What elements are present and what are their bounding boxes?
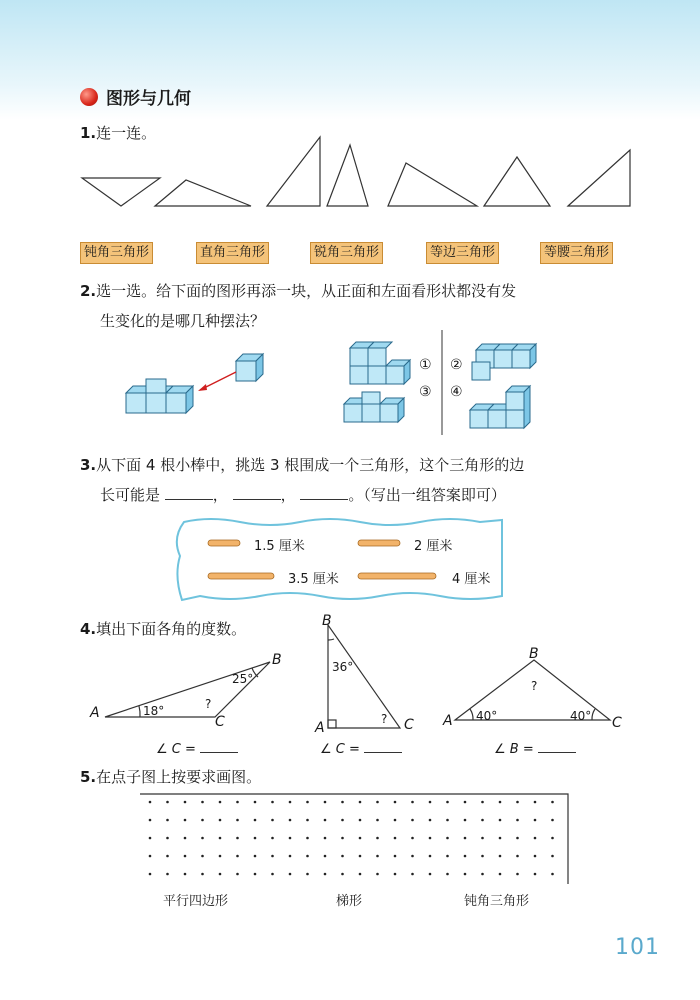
grid-dot	[376, 801, 379, 804]
t3-vertex-a: A	[443, 713, 453, 729]
grid-dot	[289, 873, 292, 876]
t1-answer-label: ∠ C =	[156, 742, 196, 757]
grid-dot	[446, 855, 449, 858]
separator: ，	[212, 486, 228, 504]
grid-dot	[219, 855, 222, 858]
t1-vertex-c: C	[215, 714, 225, 730]
t1-answer	[156, 738, 238, 757]
question-text-line1: 选一选。给下面的图形再添一块，从正面和左面看形状都没有发	[96, 282, 517, 300]
t2-answer	[320, 738, 402, 757]
grid-dot	[534, 855, 537, 858]
grid-dot	[166, 837, 169, 840]
grid-dot	[341, 855, 344, 858]
grid-dot	[289, 855, 292, 858]
question-text-line1: 从下面 4 根小棒中，挑选 3 根围成一个三角形，这个三角形的边	[96, 456, 525, 474]
grid-dot	[411, 855, 414, 858]
grid-dot	[219, 801, 222, 804]
q4-triangles	[0, 610, 700, 740]
shape-name-parallelogram: 平行四边形	[163, 894, 229, 909]
stick-2-label: 2 厘米	[414, 539, 453, 554]
grid-dot	[551, 801, 554, 804]
grid-dot	[464, 855, 467, 858]
grid-dot	[359, 873, 362, 876]
dot-grid[interactable]	[0, 780, 700, 890]
grid-dot	[481, 819, 484, 822]
grid-dot	[306, 873, 309, 876]
grid-dot	[429, 819, 432, 822]
grid-dot	[394, 837, 397, 840]
triangle-7	[568, 150, 630, 206]
triangle-t1	[105, 662, 270, 717]
grid-dot	[551, 837, 554, 840]
option-2-cubes	[472, 344, 536, 380]
grid-dot	[394, 855, 397, 858]
t3-unknown-angle: ?	[531, 679, 538, 693]
grid-dot	[551, 819, 554, 822]
grid-dot	[271, 819, 274, 822]
option-1-cubes	[350, 342, 410, 384]
stick-1	[208, 540, 240, 546]
option-3-label[interactable]: ③	[419, 384, 432, 400]
option-1-label[interactable]: ①	[419, 357, 432, 373]
grid-dot	[429, 837, 432, 840]
t3-vertex-b: B	[529, 646, 539, 662]
question-text: 连一连。	[96, 124, 157, 142]
triangle-4	[327, 145, 368, 206]
grid-dot	[499, 873, 502, 876]
question-text-line2: 生变化的是哪几种摆法？	[100, 312, 266, 330]
grid-dot	[184, 855, 187, 858]
question-number: 4.	[80, 620, 97, 638]
grid-dot	[184, 819, 187, 822]
grid-dot	[201, 855, 204, 858]
grid-dot	[411, 873, 414, 876]
grid-dot	[166, 801, 169, 804]
question-number: 2.	[80, 282, 97, 300]
label-right-triangle[interactable]: 直角三角形	[196, 242, 269, 264]
option-2-label[interactable]: ②	[450, 357, 463, 373]
grid-dot	[516, 855, 519, 858]
grid-dot	[376, 819, 379, 822]
question-number: 1.	[80, 124, 97, 142]
base-cubes	[126, 373, 193, 413]
grid-dot	[236, 837, 239, 840]
grid-dot	[149, 801, 152, 804]
grid-dot	[201, 873, 204, 876]
grid-dot	[341, 819, 344, 822]
triangle-6	[484, 157, 550, 206]
answer-blank-3[interactable]	[300, 481, 348, 500]
grid-dot	[236, 855, 239, 858]
right-angle-mark	[328, 720, 336, 728]
grid-dot	[464, 819, 467, 822]
question-3	[80, 450, 690, 510]
grid-dot	[254, 819, 257, 822]
triangle-5	[388, 163, 477, 206]
grid-dot	[271, 837, 274, 840]
triangle-t2	[328, 625, 400, 728]
grid-dot	[394, 801, 397, 804]
grid-dot	[254, 873, 257, 876]
grid-dot	[394, 819, 397, 822]
t2-vertex-b: B	[322, 613, 332, 629]
grid-dot	[184, 873, 187, 876]
grid-dot	[376, 855, 379, 858]
grid-dot	[271, 873, 274, 876]
grid-dot	[359, 855, 362, 858]
question-number: 5.	[80, 768, 97, 786]
grid-dot	[149, 837, 152, 840]
grid-dot	[376, 873, 379, 876]
t1-unknown-angle: ?	[205, 697, 212, 711]
t1-vertex-b: B	[272, 652, 282, 668]
grid-dot	[271, 801, 274, 804]
grid-dot	[499, 801, 502, 804]
grid-dot	[464, 873, 467, 876]
grid-dot	[201, 819, 204, 822]
grid-dot	[271, 855, 274, 858]
page-number: 101	[615, 935, 660, 960]
grid-dot	[306, 837, 309, 840]
grid-dot	[481, 801, 484, 804]
grid-dot	[324, 801, 327, 804]
grid-dot	[359, 837, 362, 840]
grid-dot	[551, 873, 554, 876]
q1-triangles	[0, 0, 700, 230]
sticks-frame	[170, 516, 510, 606]
section-title-text: 图形与几何	[106, 89, 191, 109]
grid-dot	[236, 873, 239, 876]
stick-3-label: 3.5 厘米	[288, 572, 339, 587]
grid-dot	[219, 837, 222, 840]
question-text: 在点子图上按要求画图。	[96, 768, 262, 786]
answer-blank-2[interactable]	[233, 481, 281, 500]
question-2	[80, 276, 680, 336]
grid-dot	[411, 801, 414, 804]
shape-name-obtuse-triangle: 钝角三角形	[464, 894, 530, 909]
single-cube	[236, 354, 263, 381]
q2-cubes-figure	[0, 330, 700, 440]
option-4-label[interactable]: ④	[450, 384, 463, 400]
label-obtuse-triangle[interactable]: 钝角三角形	[80, 242, 153, 264]
stick-2	[358, 540, 400, 546]
grid-dot	[551, 855, 554, 858]
grid-dot	[446, 873, 449, 876]
t2-unknown-angle: ?	[381, 712, 388, 726]
grid-dot	[289, 837, 292, 840]
grid-dot	[534, 873, 537, 876]
grid-dot	[219, 873, 222, 876]
grid-dot	[429, 855, 432, 858]
question-text-line2a: 长可能是	[100, 486, 161, 504]
t2-answer-blank[interactable]	[364, 738, 402, 753]
answer-blank-1[interactable]	[165, 481, 213, 500]
stick-4-label: 4 厘米	[452, 572, 491, 587]
t2-vertex-a: A	[315, 720, 325, 736]
grid-dot	[306, 801, 309, 804]
grid-dot	[411, 819, 414, 822]
t3-angle-c: 40°	[570, 709, 592, 723]
t3-vertex-c: C	[612, 715, 622, 731]
grid-dot	[289, 819, 292, 822]
grid-dot	[534, 801, 537, 804]
grid-dot	[411, 837, 414, 840]
grid-dot	[446, 819, 449, 822]
grid-dot	[499, 837, 502, 840]
grid-dot	[306, 819, 309, 822]
grid-dot	[341, 837, 344, 840]
grid-dot	[324, 837, 327, 840]
t2-vertex-c: C	[404, 717, 414, 733]
grid-dot	[201, 801, 204, 804]
t2-angle-b: 36°	[332, 660, 354, 674]
t1-angle-a: 18°	[143, 704, 165, 718]
triangle-3	[267, 137, 320, 206]
grid-dot	[359, 801, 362, 804]
grid-dot	[289, 801, 292, 804]
grid-dot	[429, 801, 432, 804]
grid-dot	[166, 819, 169, 822]
option-3-cubes	[344, 392, 404, 422]
grid-dot	[236, 819, 239, 822]
t3-answer-label: ∠ B =	[494, 742, 534, 757]
grid-dot	[376, 837, 379, 840]
stick-4	[358, 573, 436, 579]
t1-answer-blank[interactable]	[200, 738, 238, 753]
grid-dot	[149, 873, 152, 876]
grid-dot	[516, 837, 519, 840]
grid-dot	[516, 801, 519, 804]
grid-dot	[254, 837, 257, 840]
grid-dot	[184, 801, 187, 804]
label-acute-triangle[interactable]: 锐角三角形	[310, 242, 383, 264]
grid-dot	[324, 873, 327, 876]
grid-dot	[429, 873, 432, 876]
shape-name-trapezoid: 梯形	[336, 894, 363, 909]
grid-dot	[324, 855, 327, 858]
label-equilateral-triangle[interactable]: 等边三角形	[426, 242, 499, 264]
t3-angle-a: 40°	[476, 709, 498, 723]
grid-dot	[254, 801, 257, 804]
grid-dot	[394, 873, 397, 876]
grid-dot	[324, 819, 327, 822]
label-isosceles-triangle[interactable]: 等腰三角形	[540, 242, 613, 264]
grid-dot	[184, 837, 187, 840]
grid-dot	[481, 855, 484, 858]
triangle-1	[82, 178, 160, 206]
grid-dot	[464, 801, 467, 804]
grid-dot	[166, 855, 169, 858]
t3-answer-blank[interactable]	[538, 738, 576, 753]
grid-dot	[219, 819, 222, 822]
t1-angle-b: 25°	[232, 672, 254, 686]
grid-dot	[481, 837, 484, 840]
t2-answer-label: ∠ C =	[320, 742, 360, 757]
stick-3	[208, 573, 274, 579]
grid-dot	[166, 873, 169, 876]
grid-dot	[149, 819, 152, 822]
grid-dot	[236, 801, 239, 804]
grid-dot	[534, 837, 537, 840]
separator: ，	[280, 486, 296, 504]
grid-dot	[341, 873, 344, 876]
grid-dot	[306, 855, 309, 858]
grid-dot	[516, 873, 519, 876]
grid-dot	[341, 801, 344, 804]
grid-dot	[254, 855, 257, 858]
grid-dot	[446, 837, 449, 840]
grid-dot	[149, 855, 152, 858]
option-4-cubes	[470, 386, 530, 428]
grid-dot	[446, 801, 449, 804]
grid-dot	[499, 819, 502, 822]
question-number: 3.	[80, 456, 97, 474]
grid-dot	[359, 819, 362, 822]
grid-dot	[516, 819, 519, 822]
t1-vertex-a: A	[90, 705, 100, 721]
question-text-line2b: 。（写出一组答案即可）	[348, 486, 506, 504]
grid-dot	[201, 837, 204, 840]
grid-dot	[499, 855, 502, 858]
question-text: 填出下面各角的度数。	[96, 620, 247, 638]
grid-dot	[464, 837, 467, 840]
grid-dot	[481, 873, 484, 876]
t3-answer	[494, 738, 576, 757]
triangle-2	[155, 180, 251, 206]
grid-dot	[534, 819, 537, 822]
stick-1-label: 1.5 厘米	[254, 539, 305, 554]
